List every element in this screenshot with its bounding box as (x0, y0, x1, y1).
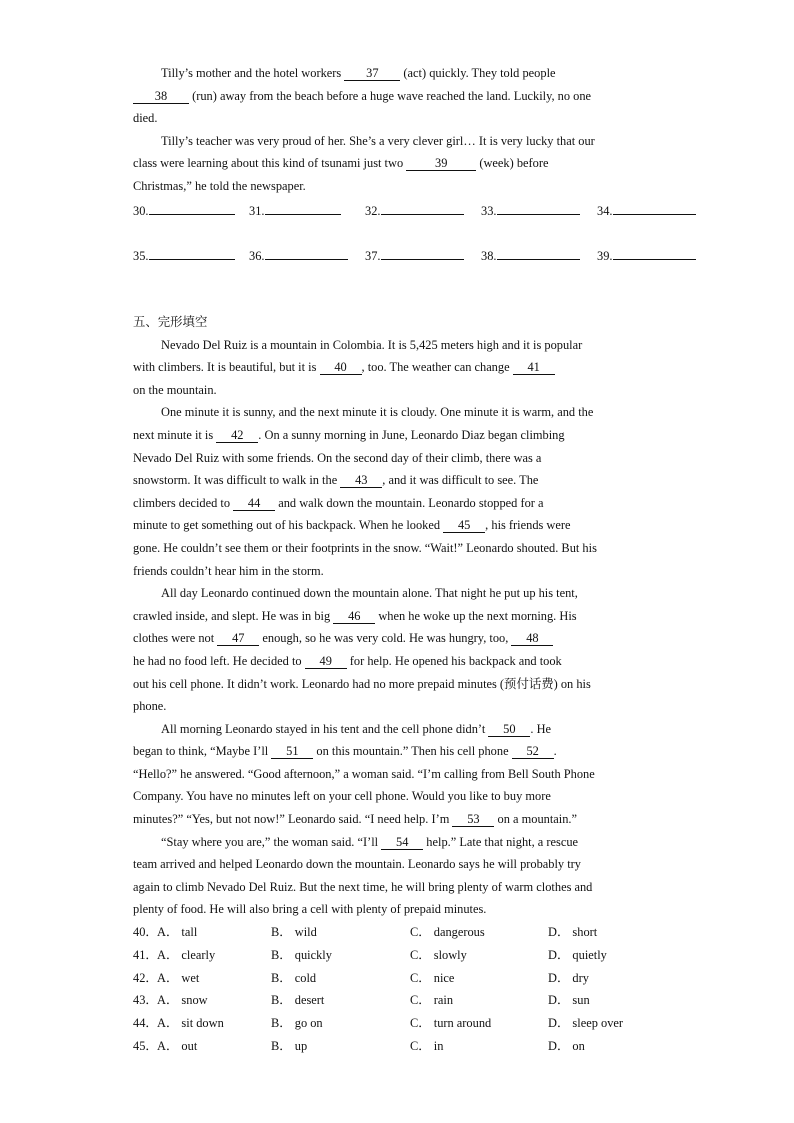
text: died. (133, 111, 158, 126)
option-d[interactable]: D． short (548, 925, 598, 940)
passage-line (133, 469, 661, 492)
text: “Hello?” he answered. “Good afternoon,” a woman said. “I’m calling from Bell South Phone (133, 766, 595, 781)
passage-line (133, 605, 661, 628)
text: . He (530, 721, 552, 736)
text: help.” Late that night, a rescue (423, 834, 579, 849)
text: Nevado Del Ruiz with some friends. On the second day of their climb, there was a (133, 450, 542, 465)
text: All day Leonardo continued down the mountain alone. That night he put up his tent, (161, 586, 578, 601)
question-number: 40． (133, 925, 158, 940)
option-c[interactable]: C． nice (410, 970, 455, 985)
passage-line (133, 740, 661, 763)
text: on this mountain.” Then his cell phone (313, 744, 512, 759)
text: for help. He opened his backpack and took (346, 653, 562, 668)
text: when he woke up the next morning. His (375, 608, 577, 623)
text: on the mountain. (133, 382, 217, 397)
option-d[interactable]: D． sun (548, 993, 590, 1008)
answer-slot[interactable] (597, 202, 696, 219)
passage-line (133, 627, 661, 650)
text: One minute it is sunny, and the next minute it is cloudy. One minute it is warm, and the (161, 405, 594, 420)
text: Tilly’s mother and the hotel workers (161, 66, 345, 80)
text: and walk down the mountain. Leonardo stopped for a (275, 495, 544, 510)
blank-46[interactable]: 46 (333, 609, 375, 624)
answer-slot[interactable] (365, 247, 464, 264)
answer-number: 38. (481, 249, 497, 263)
question-number: 41． (133, 947, 158, 962)
answer-number: 37. (365, 249, 381, 263)
text: class were learning about this kind of tsunami just two (133, 156, 407, 171)
option-b[interactable]: B． desert (271, 993, 325, 1008)
option-a[interactable]: A． sit down (157, 1016, 224, 1031)
text: “Stay where you are,” the woman said. “I’ll (161, 834, 382, 849)
answer-line[interactable] (265, 202, 341, 215)
question-number: 44． (133, 1016, 158, 1031)
blank-40[interactable]: 40 (320, 360, 362, 375)
passage-line (133, 514, 661, 537)
passage-line (133, 62, 661, 85)
answer-row (133, 247, 713, 267)
passage-line (133, 356, 661, 379)
text: Company. You have no minutes left on your cell phone. Would you like to buy more (133, 789, 551, 804)
text: he had no food left. He decided to (133, 653, 305, 668)
passage-line (133, 334, 661, 357)
blank-47[interactable]: 47 (217, 631, 259, 646)
section-heading: 五、完形填空 (133, 314, 208, 329)
passage-line (133, 876, 661, 899)
passage-line (133, 447, 661, 470)
text: minute to get something out of his backpack. When he looked (133, 518, 444, 533)
option-c[interactable]: C． turn around (410, 1016, 492, 1031)
text: gone. He couldn’t see them or their footprints in the snow. “Wait!” Leonardo shouted. But his (133, 540, 597, 555)
blank-53[interactable]: 53 (452, 812, 494, 827)
text: , and it was difficult to see. The (382, 473, 539, 488)
passage-line (133, 152, 661, 175)
blank-49[interactable]: 49 (305, 654, 347, 669)
question-options-44 (133, 1012, 661, 1035)
text: clothes were not (133, 631, 218, 646)
text: snowstorm. It was difficult to walk in the (133, 473, 341, 488)
passage-line (133, 808, 661, 831)
option-d[interactable]: D． sleep over (548, 1016, 624, 1031)
answer-slot[interactable] (481, 247, 580, 264)
text: team arrived and helped Leonardo down the mountain. Leonardo says he will probably try (133, 857, 581, 872)
passage-line (133, 424, 661, 447)
passage-line (133, 898, 661, 921)
blank-45[interactable]: 45 (443, 518, 485, 533)
passage-line (133, 650, 661, 673)
text: , his friends were (485, 518, 571, 533)
answer-line[interactable] (497, 202, 580, 215)
text: minutes?” “Yes, but not now!” Leonardo said. “I need help. I’m (133, 812, 453, 827)
question-options-41 (133, 944, 661, 967)
option-a[interactable]: A． tall (157, 925, 198, 940)
passage-line (133, 582, 661, 605)
option-c[interactable]: C． slowly (410, 947, 467, 962)
answer-number: 30. (133, 204, 149, 218)
option-d[interactable]: D． dry (548, 970, 589, 985)
question-options-40 (133, 921, 661, 944)
text: out his cell phone. It didn’t work. Leonardo had no more prepaid minutes (预付话费) on his (133, 676, 591, 691)
question-options-42 (133, 967, 661, 990)
answer-line[interactable] (265, 247, 348, 260)
answer-line[interactable] (613, 247, 696, 260)
text: again to climb Nevado Del Ruiz. But the next time, he will bring plenty of warm clothes and (133, 879, 593, 894)
blank-44[interactable]: 44 (233, 496, 275, 511)
option-a[interactable]: A． snow (157, 993, 208, 1008)
passage-line (133, 831, 661, 854)
answer-line[interactable] (497, 247, 580, 260)
answer-row (133, 202, 713, 222)
answer-slot[interactable] (249, 247, 348, 264)
answer-number: 39. (597, 249, 613, 263)
text: with climbers. It is beautiful, but it is (133, 360, 320, 375)
passage-line (133, 401, 661, 424)
passage-line (133, 85, 661, 108)
text: (week) before (476, 156, 549, 171)
option-a[interactable]: A． clearly (157, 947, 216, 962)
answer-number: 33. (481, 204, 497, 218)
answer-line[interactable] (381, 247, 464, 260)
passage-line (133, 673, 661, 696)
cloze-section (133, 311, 661, 1058)
blank-38[interactable]: 38 (133, 89, 189, 104)
text: Nevado Del Ruiz is a mountain in Colombia. It is 5,425 meters high and it is popular (161, 337, 583, 352)
passage-line (133, 175, 661, 198)
text: . On a sunny morning in June, Leonardo Diaz began climbing (258, 427, 565, 442)
text: Christmas,” he told the newspaper. (133, 178, 306, 193)
option-c[interactable]: C． rain (410, 993, 454, 1008)
option-c[interactable]: C． in (410, 1039, 444, 1054)
text: plenty of food. He will also bring a cell with plenty of prepaid minutes. (133, 902, 487, 917)
passage-line (133, 107, 661, 130)
question-options-43 (133, 989, 661, 1012)
text: phone. (133, 699, 167, 714)
text: crawled inside, and slept. He was in big (133, 608, 334, 623)
text: next minute it is (133, 427, 217, 442)
passage-line (133, 695, 661, 718)
option-a[interactable]: A． out (157, 1039, 198, 1054)
text: , too. The weather can change (361, 360, 513, 375)
answer-slot[interactable] (249, 202, 341, 219)
blank-41[interactable]: 41 (513, 360, 555, 375)
text: . (553, 744, 557, 759)
text: on a mountain.” (494, 812, 578, 827)
option-a[interactable]: A． wet (157, 970, 200, 985)
text: (run) away from the beach before a huge wave reached the land. Luckily, no one (189, 88, 592, 103)
document-page (133, 62, 661, 198)
passage-line (133, 853, 661, 876)
answer-number: 34. (597, 204, 613, 218)
question-number: 43． (133, 993, 158, 1008)
blank-43[interactable]: 43 (340, 473, 382, 488)
blank-39[interactable]: 39 (406, 156, 476, 171)
text: friends couldn’t hear him in the storm. (133, 563, 324, 578)
option-b[interactable]: B． up (271, 1039, 308, 1054)
blank-52[interactable]: 52 (512, 744, 554, 759)
blank-51[interactable]: 51 (271, 744, 313, 759)
option-d[interactable]: D． quietly (548, 947, 607, 962)
passage-line (133, 718, 661, 741)
blank-42[interactable]: 42 (216, 428, 258, 443)
answer-number: 32. (365, 204, 381, 218)
answer-slot[interactable] (365, 202, 464, 219)
passage-line (133, 492, 661, 515)
answer-slot[interactable] (481, 202, 580, 219)
blank-54[interactable]: 54 (381, 835, 423, 850)
question-number: 42． (133, 970, 158, 985)
answer-slot[interactable] (133, 247, 235, 264)
answer-number: 31. (249, 204, 265, 218)
text: climbers decided to (133, 495, 234, 510)
text: All morning Leonardo stayed in his tent and the cell phone didn’t (161, 721, 489, 736)
text: enough, so he was very cold. He was hungry, too, (259, 631, 512, 646)
option-b[interactable]: B． go on (271, 1016, 323, 1031)
text: Tilly’s teacher was very proud of her. She’s a very clever girl… It is very lucky that our (161, 133, 595, 148)
passage-line (133, 537, 661, 560)
answer-line[interactable] (149, 247, 235, 260)
passage-line (133, 379, 661, 402)
passage-line (133, 763, 661, 786)
text: began to think, “Maybe I’ll (133, 744, 272, 759)
answer-line[interactable] (381, 202, 464, 215)
answer-slot[interactable] (133, 202, 235, 219)
passage-line (133, 785, 661, 808)
blank-48[interactable]: 48 (511, 631, 553, 646)
option-b[interactable]: B． quickly (271, 947, 332, 962)
answer-slot[interactable] (597, 247, 696, 264)
answer-line[interactable] (613, 202, 696, 215)
question-options-45 (133, 1035, 661, 1058)
blank-50[interactable]: 50 (488, 722, 530, 737)
passage-line (133, 130, 661, 153)
option-b[interactable]: B． wild (271, 925, 317, 940)
blank-37[interactable]: 37 (344, 66, 400, 81)
passage-line (133, 560, 661, 583)
question-number: 45． (133, 1039, 158, 1054)
option-c[interactable]: C． dangerous (410, 925, 485, 940)
answer-line[interactable] (149, 202, 235, 215)
option-b[interactable]: B． cold (271, 970, 317, 985)
answer-number: 36. (249, 249, 265, 263)
option-d[interactable]: D． on (548, 1039, 585, 1054)
answer-number: 35. (133, 249, 149, 263)
text: (act) quickly. They told people (400, 66, 556, 80)
